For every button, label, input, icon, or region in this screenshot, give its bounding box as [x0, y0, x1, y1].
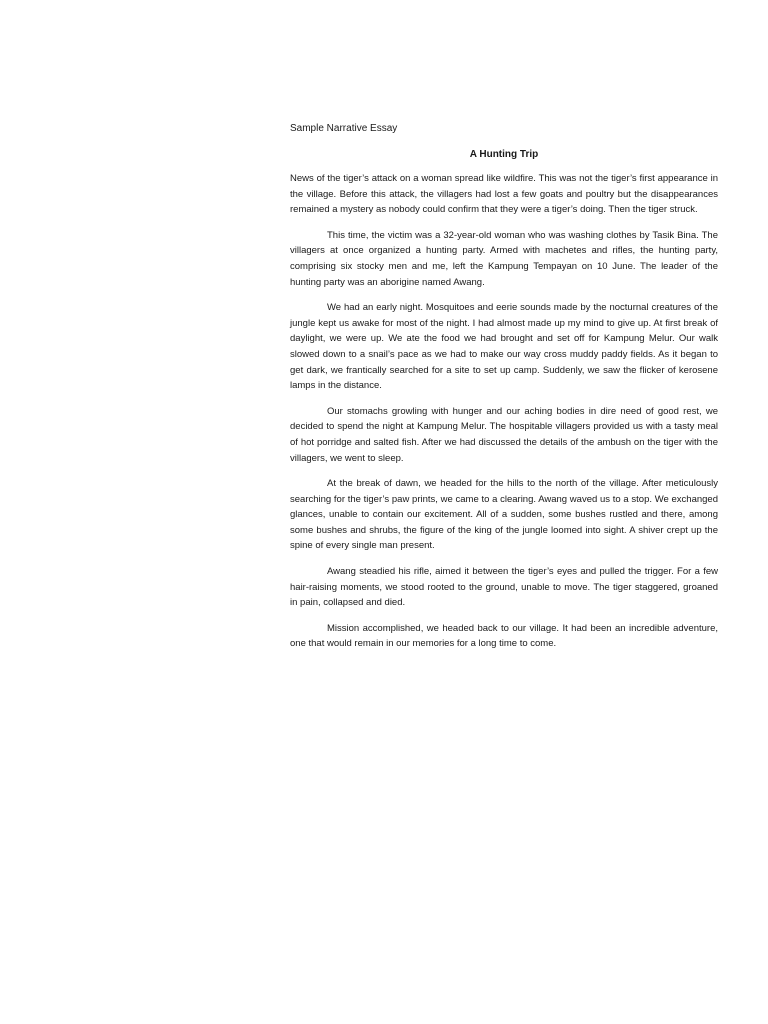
essay-paragraph-5: At the break of dawn, we headed for the hills to the north of the village. After meticulously searching for the tiger’s paw prints, we came to a clearing. Awang waved us to a stop. We exchanged glances, unable to contain our excitement. All of a sudden, some bushes rustled and there, among some bushes and shrubs, the figure of the king of the jungle loomed into sight. A shiver crept up the spine of every single man present. [290, 478, 718, 552]
essay-paragraph-2: This time, the victim was a 32-year-old woman who was washing clothes by Tasik Bina. The villagers at once organized a hunting party. Armed with machetes and rifles, the hunting party, comprising six stocky men and me, left the Kampung Tempayan on 10 June. The leader of the hunting party was an aborigine named Awang. [290, 229, 718, 288]
essay-paragraph-1: News of the tiger’s attack on a woman spread like wildfire. This was not the tiger’s first appearance in the village. Before this attack, the villagers had lost a few goats and poultry but the disappearances remained a mystery as nobody could confirm that they were a tiger’s doing. Then the tiger struck. [290, 173, 718, 216]
essay-paragraph-3: We had an early night. Mosquitoes and eerie sounds made by the nocturnal creatures of the jungle kept us awake for most of the night. I had almost made up my mind to give up. At first break of daylight, we were up. We ate the food we had brought and set off for Kampung Melur. Our walk slowed down to a snail’s pace as we had to make our way cross muddy paddy fields. As it began to get dark, we frantically searched for a site to set up camp. Suddenly, we saw the flicker of kerosene lamps in the distance. [290, 302, 718, 392]
essay-title: A Hunting Trip [469, 149, 539, 160]
essay-paragraph-7: Mission accomplished, we headed back to our village. It had been an incredible adventure, one that would remain in our memories for a long time to come. [290, 622, 718, 650]
document-label: Sample Narrative Essay [290, 123, 398, 134]
essay-paragraph-6: Awang steadied his rifle, aimed it between the tiger’s eyes and pulled the trigger. For a few hair-raising moments, we stood rooted to the ground, unable to move. The tiger staggered, groaned in pain, collapsed and died. [290, 566, 718, 609]
essay-paragraph-4: Our stomachs growling with hunger and our aching bodies in dire need of good rest, we decided to spend the night at Kampung Melur. The hospitable villagers provided us with a tasty meal of hot porridge and salted fish. After we had discussed the details of the ambush on the tiger with the villagers, we went to sleep. [290, 405, 718, 464]
essay-column [290, 122, 718, 662]
